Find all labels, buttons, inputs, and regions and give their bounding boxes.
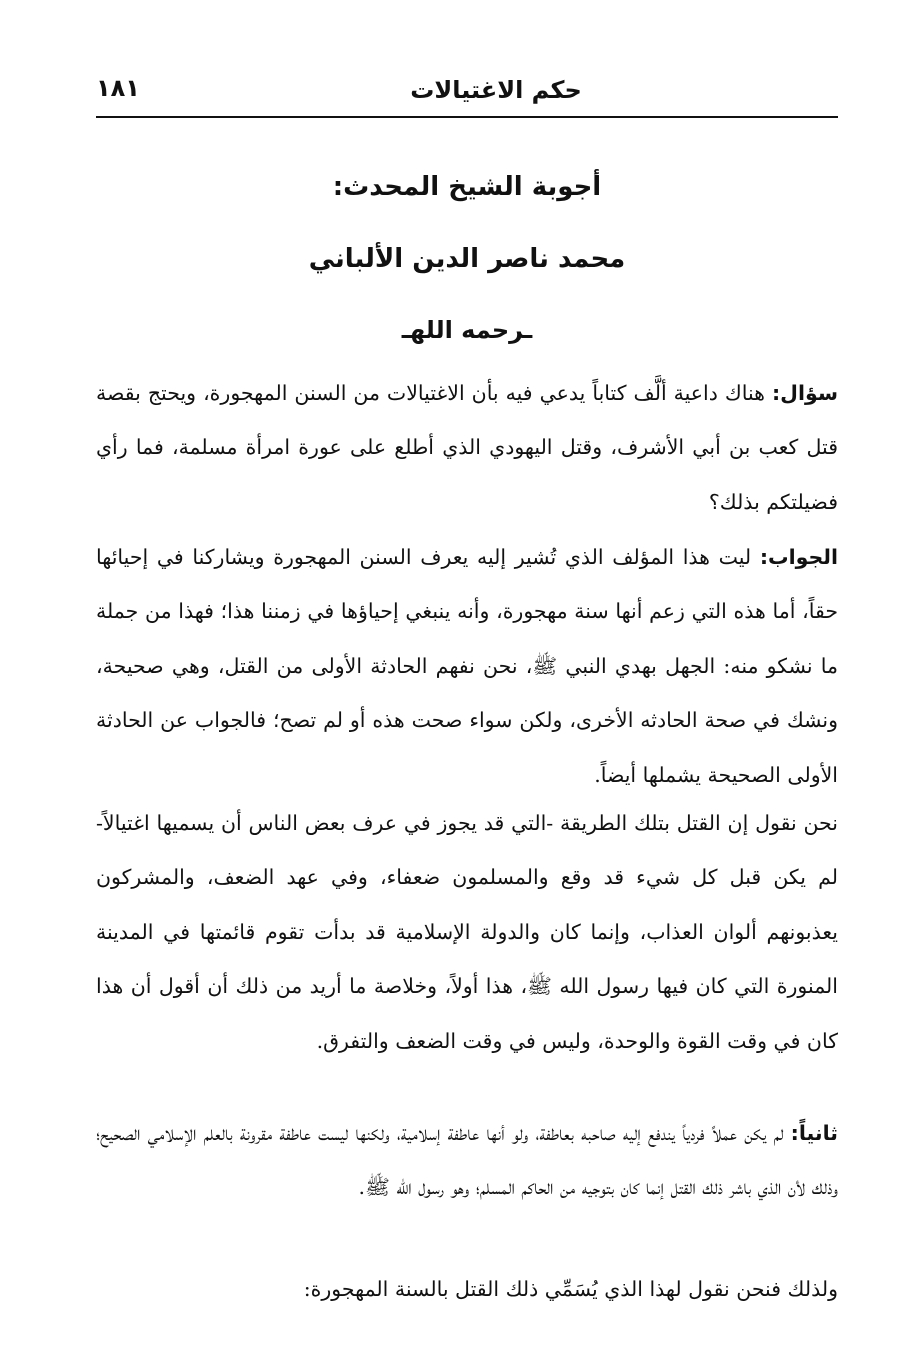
answer-paragraph <box>96 530 838 802</box>
body-paragraph <box>96 796 838 1068</box>
honorific: ـرحمه اللهـ <box>401 316 533 344</box>
second-point-paragraph <box>96 1106 838 1215</box>
question-label: سؤال: <box>771 381 838 405</box>
scholar-name: محمد ناصر الدين الألباني <box>308 244 626 274</box>
answer-label: الجواب: <box>759 545 838 569</box>
second-point-label: ثانياً: <box>790 1121 838 1145</box>
page-number: ١٨١ <box>96 74 140 102</box>
header-divider <box>96 116 838 118</box>
question-text: هناك داعية ألَّف كتاباً يدعي فيه بأن الاغتيالات من السنن المهجورة، ويحتج بقصة قتل كعب بن أبي الأشرف، وقتل اليهودي الذي أطلع على عورة امرأة مسلمة، فما رأي فضيلتكم بذلك؟ <box>96 381 838 514</box>
closing-text: ولذلك فنحن نقول لهذا الذي يُسَمِّي ذلك القتل بالسنة المهجورة: <box>303 1277 838 1301</box>
closing-paragraph <box>96 1262 838 1316</box>
answer-text: ليت هذا المؤلف الذي تُشير إليه يعرف السنن المهجورة ويشاركنا في إحيائها حقاً، أما هذه التي زعم أنها سنة مهجورة، وأنه ينبغي إحياؤها في زمننا هذا؛ فهذا من جملة ما نشكو منه: الجهل بهدي النبي ﷺ، نحن نفهم الحادثة الأولى من القتل، وهي صحيحة، ونشك في صحة الحادثه الأخرى، ولكن سواء صحت هذه أو لم تصح؛ فالجواب عن الحادثة الأولى الصحيحة يشملها أيضاً. <box>96 545 838 787</box>
question-paragraph <box>96 366 838 529</box>
paragraph-text: نحن نقول إن القتل بتلك الطريقة -التي قد يجوز في عرف بعض الناس أن يسميها اغتيالاً- لم يكن قبل كل شيء قد وقع والمسلمون ضعفاء، وفي عهد الضعف، والمشركون يعذبونهم ألوان العذاب، وإنما كان والدولة الإسلامية قد بدأت تقوم قائمتها في المدينة المنورة التي كان فيها رسول الله ﷺ، هذا أولاً، وخلاصة ما أريد من ذلك أن أقول أن هذا كان في وقت القوة والوحدة، وليس في وقت الضعف والتفرق. <box>96 811 838 1053</box>
running-title: حكم الاغتيالات <box>410 76 582 104</box>
section-title: أجوبة الشيخ المحدث: <box>332 172 602 202</box>
page-header <box>96 70 838 118</box>
second-point-text: لم يكن عملاً فردياً يندفع إليه صاحبه بعاطفة، ولو أنها عاطفة إسلامية، ولكنها ليست عاطفة مقرونة بالعلم الإسلامي الصحيح؛ وذلك لأن الذي باشر ذلك القتل إنما كان بتوجيه من الحاكم المسلم؛ وهو رسول الله ﷺ. <box>96 1121 838 1200</box>
